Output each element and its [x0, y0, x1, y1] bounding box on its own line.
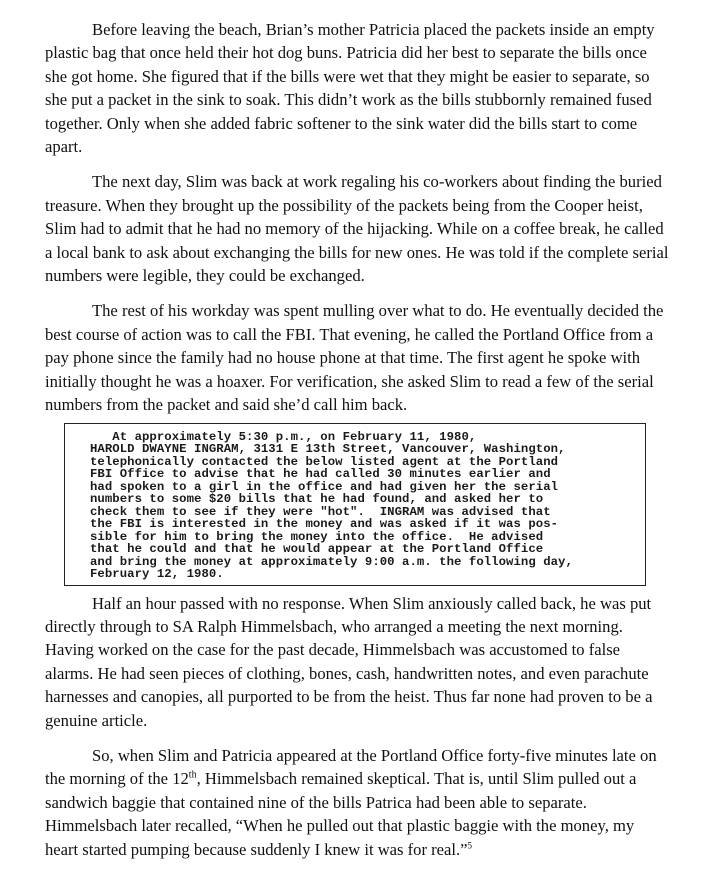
fbi-document-line: telephonically contacted the below listed agent at the Portland [90, 454, 559, 469]
fbi-document-line: had spoken to a girl in the office and had given her the serial [90, 479, 559, 494]
paragraph-5 [45, 744, 670, 861]
fbi-document-line: the FBI is interested in the money and was asked if it was pos- [90, 517, 559, 531]
fbi-document-excerpt [64, 423, 646, 586]
fbi-document-line: and bring the money at approximately 9:00 a.m. the following day, [90, 554, 573, 569]
paragraph-3: The rest of his workday was spent mulling over what to do. He eventually decided the best course of action was to call the FBI. That evening, he called the Portland Office from a pay phone since the family had no house phone at that time. The first agent he spoke with initially thought he was a hoaxer. For verification, she asked Slim to read a few of the serial numbers from the packet and said she’d call him back. [45, 301, 664, 415]
fbi-document-line: check them to see if they were "hot". INGRAM was advised that [90, 504, 551, 519]
fbi-document-line: that he could and that he would appear at the Portland Office [90, 542, 544, 556]
fbi-document-line: At approximately 5:30 p.m., on February 11, 1980, [90, 429, 477, 444]
ordinal-superscript: th [188, 769, 197, 781]
footnote-marker: 5 [467, 840, 473, 851]
document-page [45, 18, 670, 861]
fbi-document-line: sible for him to bring the money into the office. He advised [90, 529, 544, 544]
paragraph-2: The next day, Slim was back at work regaling his co-workers about finding the buried treasure. When they brought up the possibility of the packets being from the Cooper heist, Slim had to admit that he had no memory of the hijacking. While on a coffee break, he called a local bank to ask about exchanging the bills for new ones. He was told if the complete serial numbers were legible, they could be exchanged. [45, 172, 669, 286]
paragraph-5-text-start: So, when Slim and Patricia appeared at the Portland Office forty-five minutes late on the morning of the 12 [45, 745, 657, 789]
fbi-document-line: FBI Office to advise that he had called 30 minutes earlier and [90, 467, 551, 481]
fbi-document-line: numbers to some $20 bills that he had found, and asked her to [90, 492, 544, 506]
paragraph-1: Before leaving the beach, Brian’s mother Patricia placed the packets inside an empty plastic bag that once held their hot dog buns. Patricia did her best to separate the bills once she got home. She figured that if the bills were wet that they might be easier to separate, so she put a packet in the sink to soak. This didn’t work as the bills stubbornly remained fused together. Only when she added fabric softener to the sink water did the bills start to come apart. [45, 20, 655, 157]
fbi-document-line: HAROLD DWAYNE INGRAM, 3131 E 13th Street, Vancouver, Washington, [90, 442, 566, 456]
paragraph-4: Half an hour passed with no response. When Slim anxiously called back, he was put directly through to SA Ralph Himmelsbach, who arranged a meeting the next morning. Having worked on the case for the past decade, Himmelsbach was accustomed to false alarms. He had seen pieces of clothing, bones, cash, handwritten notes, and even parachute harnesses and canopies, all purported to be from the heist. Thus far none had proven to be a genuine article. [45, 593, 653, 730]
fbi-document-line: February 12, 1980. [90, 567, 224, 581]
paragraph-5-text-end: , Himmelsbach remained skeptical. That is, until Slim pulled out a sandwich baggie that contained nine of the bills Patrica had been able to separate. Himmelsbach later recalled, “When he pulled out that plastic baggie with the money, my heart started pumping because suddenly I knew it was for real.” [45, 769, 637, 859]
